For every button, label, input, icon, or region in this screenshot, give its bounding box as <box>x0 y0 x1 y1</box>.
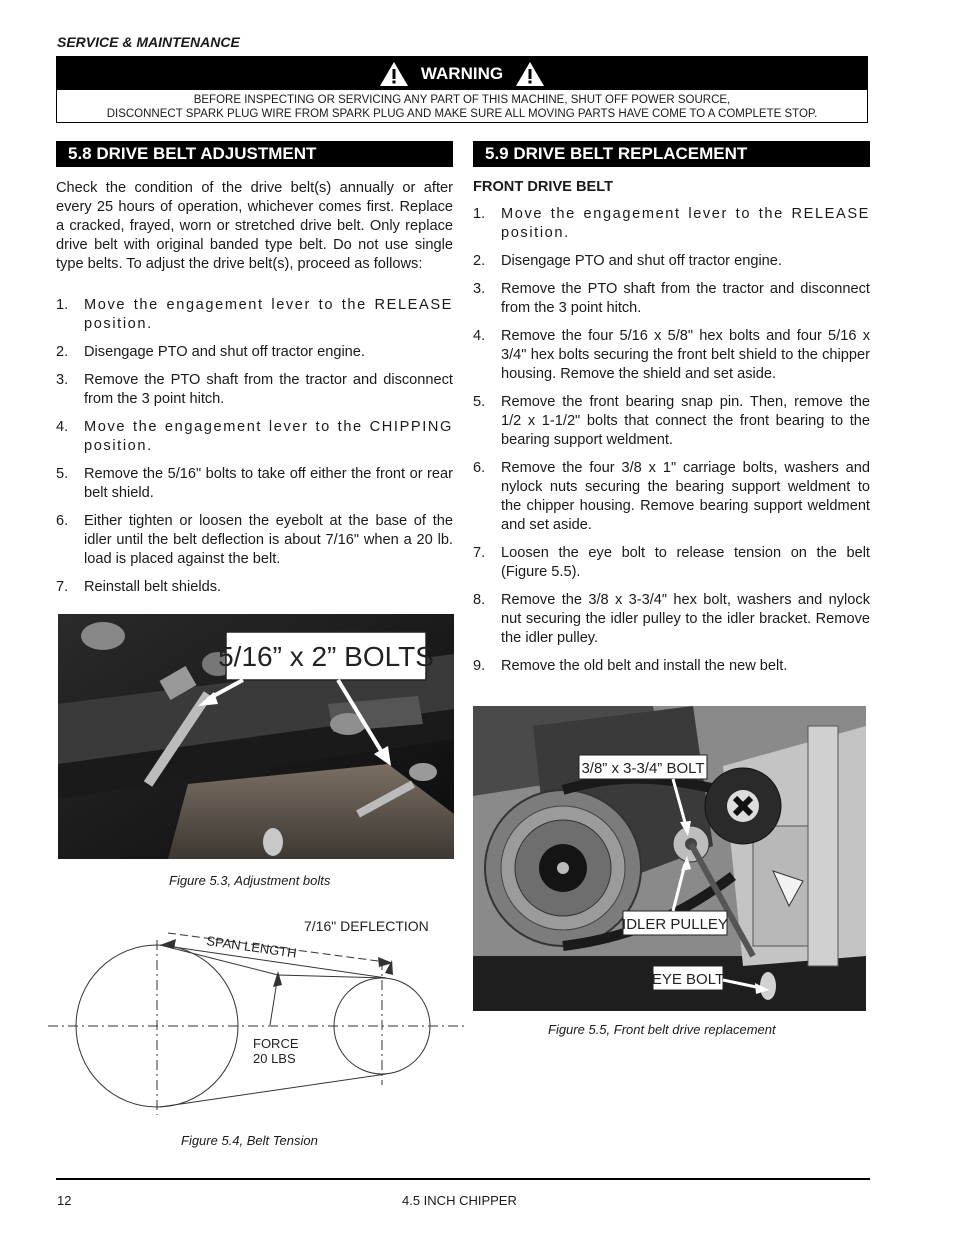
list-item: 5. Remove the front bearing snap pin. Then, remove the 1/2 x 1-1/2" bolts that connect the front bearing to the bearing support weldment. <box>473 394 870 448</box>
warning-bar <box>57 57 867 90</box>
figure-caption: Figure 5.3, Adjustment bolts <box>169 873 331 888</box>
figure-caption: Figure 5.5, Front belt drive replacement <box>548 1022 776 1037</box>
list-item: 2. Disengage PTO and shut off tractor engine. <box>473 253 782 269</box>
list-item: 3. Remove the PTO shaft from the tractor and disconnect from the 3 point hitch. <box>473 281 870 316</box>
warning-triangle-icon <box>379 61 409 87</box>
warning-title: WARNING <box>420 63 504 83</box>
footer-title: 4.5 INCH CHIPPER <box>402 1193 517 1208</box>
list-item: 2. Disengage PTO and shut off tractor engine. <box>56 344 365 360</box>
intro-paragraph: Check the condition of the drive belt(s) annually or after every 25 hours of operation, whichever comes first. Replace a cracked, frayed, worn or stretched drive belt. Only replace drive belt with original banded type belt. Do not use single type belts. To adjust the drive belt(s), proceed as follows: <box>56 180 453 272</box>
list-item: 4. Move the engagement lever to the CHIPPING position. <box>56 419 453 454</box>
idler-pulley-callout: IDLER PULLEY <box>622 916 728 933</box>
adjustment-steps <box>56 296 453 597</box>
list-item: 6. Either tighten or loosen the eyebolt at the base of the idler until the belt deflection is about 7/16" when a 20 lb. load is placed against the belt. <box>56 513 453 567</box>
section-heading: 5.8 DRIVE BELT ADJUSTMENT <box>56 141 453 167</box>
list-item: 9. Remove the old belt and install the new belt. <box>473 658 788 674</box>
list-item: 6. Remove the four 3/8 x 1" carriage bolts, washers and nylock nuts securing the bearing support weldment to the chipper housing. Remove bearing support weldment and set aside. <box>473 460 870 533</box>
section-heading: 5.9 DRIVE BELT REPLACEMENT <box>473 141 870 167</box>
replacement-steps <box>473 205 870 676</box>
list-item: 7. Loosen the eye bolt to release tension on the belt (Figure 5.5). <box>473 545 870 580</box>
force-label: FORCE <box>253 1036 299 1051</box>
page-number: 12 <box>57 1193 72 1208</box>
warning-text <box>57 93 867 121</box>
list-item: 5. Remove the 5/16" bolts to take off either the front or rear belt shield. <box>56 466 453 501</box>
front-belt-drive-illustration <box>473 706 866 1011</box>
bolt-callout: 3/8” x 3-3/4” BOLT <box>581 760 705 777</box>
list-item: 1. Move the engagement lever to the RELEASE position. <box>473 206 870 241</box>
warning-triangle-icon <box>515 61 545 87</box>
list-item: 3. Remove the PTO shaft from the tractor and disconnect from the 3 point hitch. <box>56 372 453 407</box>
right-column <box>473 141 870 685</box>
deflection-label: 7/16" DEFLECTION <box>304 918 429 934</box>
belt-tension-diagram <box>48 915 468 1125</box>
list-item: 1. Move the engagement lever to the RELEASE position. <box>56 297 453 332</box>
list-item: 8. Remove the 3/8 x 3-3/4" hex bolt, washers and nylock nut securing the idler pulley to the idler bracket. Remove the idler pulley. <box>473 592 870 646</box>
eye-bolt-callout: EYE BOLT <box>651 971 725 988</box>
force-value-label: 20 LBS <box>253 1051 296 1066</box>
span-length-label: SPAN LENGTH <box>205 933 298 961</box>
warning-line: DISCONNECT SPARK PLUG WIRE FROM SPARK PLUG AND MAKE SURE ALL MOVING PARTS HAVE COME TO A COMPLETE STOP. <box>106 108 818 120</box>
subheading: FRONT DRIVE BELT <box>473 179 613 195</box>
adjustment-bolts-photo <box>58 614 454 859</box>
list-item: 7. Reinstall belt shields. <box>56 579 222 595</box>
bolts-callout: 5/16” x 2” BOLTS <box>218 641 434 672</box>
warning-box <box>56 56 868 123</box>
section-header: SERVICE & MAINTENANCE <box>57 34 240 50</box>
figure-caption: Figure 5.4, Belt Tension <box>181 1133 318 1148</box>
left-column <box>56 141 453 606</box>
warning-line: BEFORE INSPECTING OR SERVICING ANY PART OF THIS MACHINE, SHUT OFF POWER SOURCE, <box>193 94 731 106</box>
list-item: 4. Remove the four 5/16 x 5/8" hex bolts and four 5/16 x 3/4" hex bolts securing the front belt shield to the chipper housing. Remove the shield and set aside. <box>473 328 870 382</box>
footer-rule <box>56 1178 870 1180</box>
